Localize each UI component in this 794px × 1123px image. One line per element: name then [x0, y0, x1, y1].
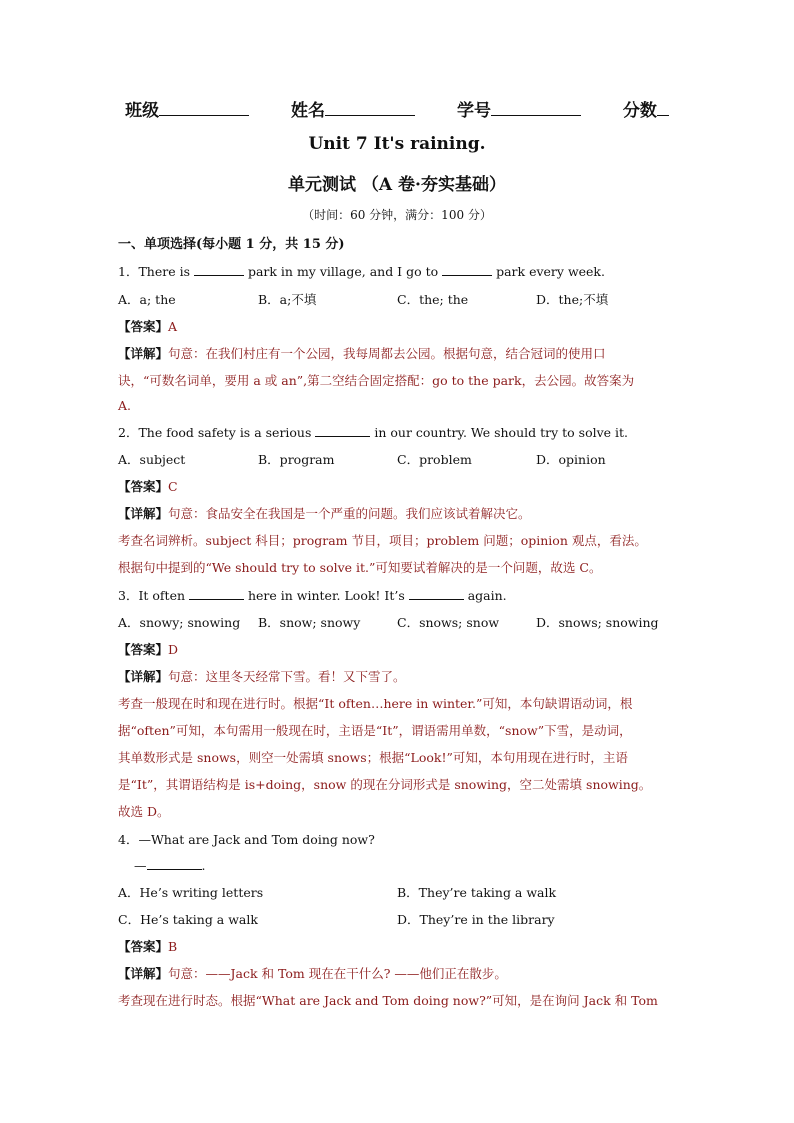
- option-c: C．problem: [397, 452, 472, 467]
- detail-line: 【详解】句意：——Jack 和 Tom 现在在干什么? ——他们正在散步。: [118, 966, 507, 981]
- option-b: B．snow; snowy: [258, 615, 361, 630]
- name-blank[interactable]: [325, 99, 415, 116]
- answer-line: 【答案】C: [118, 479, 178, 494]
- score-blank[interactable]: [657, 99, 669, 116]
- detail-line: A.: [118, 398, 132, 413]
- option-b: B．a;不填: [258, 292, 317, 307]
- detail-line: 故选 D。: [118, 804, 170, 819]
- detail-line: 据“often”可知，本句需用一般现在时，主语是“It”，谓语需用单数，“snow”下雪，是动词，: [118, 723, 632, 738]
- option-a: A．subject: [118, 452, 186, 467]
- option-c: C．the; the: [397, 292, 469, 307]
- unit-title: Unit 7 It's raining.: [308, 134, 486, 154]
- class-field: 班级: [125, 96, 249, 121]
- option-d: D．opinion: [536, 452, 606, 467]
- option-c: C．He’s taking a walk: [118, 912, 258, 927]
- answer-line: 【答案】A: [118, 319, 178, 334]
- option-d: D．the;不填: [536, 292, 609, 307]
- option-c: C．snows; snow: [397, 615, 500, 630]
- number-blank[interactable]: [491, 99, 581, 116]
- question-4-stem: 4．—What are Jack and Tom doing now?: [118, 832, 375, 847]
- detail-line: 诀，“可数名词单，要用 a 或 an”,第二空结合固定搭配：go to the park，去公园。故答案为: [118, 373, 635, 388]
- detail-line: 其单数形式是 snows，则空一处需填 snows；根据“Look!”可知，本句用现在进行时，主语: [118, 750, 628, 765]
- option-d: D．snows; snowing: [536, 615, 659, 630]
- question-3-stem: 3．It often here in winter. Look! It’s again.: [118, 588, 507, 603]
- blank: [442, 263, 492, 276]
- detail-line: 【详解】句意：这里冬天经常下雪。看！又下雪了。: [118, 669, 406, 684]
- blank: [189, 587, 244, 600]
- detail-line: 考查现在进行时态。根据“What are Jack and Tom doing now?”可知，是在询问 Jack 和 Tom: [118, 993, 658, 1008]
- blank: [409, 587, 464, 600]
- question-4-reply: — .: [134, 858, 206, 873]
- detail-line: 考查名词辨析。subject 科目；program 节目，项目；problem 问题；opinion 观点，看法。: [118, 533, 647, 548]
- time-info: （时间：60 分钟，满分：100 分）: [302, 208, 492, 222]
- answer-line: 【答案】D: [118, 642, 179, 657]
- test-title: 单元测试 （A 卷·夯实基础）: [288, 175, 506, 195]
- blank: [315, 424, 370, 437]
- name-field: 姓名: [291, 96, 415, 121]
- answer-line: 【答案】B: [118, 939, 178, 954]
- section-heading: 一、单项选择(每小题 1 分，共 15 分): [118, 237, 345, 252]
- score-field: 分数: [623, 96, 669, 121]
- detail-line: 考查一般现在时和现在进行时。根据“It often…here in winter.”可知，本句缺谓语动词，根: [118, 696, 633, 711]
- detail-line: 根据句中提到的“We should try to solve it.”可知要试着解决的是一个问题，故选 C。: [118, 560, 602, 575]
- option-a: A．He’s writing letters: [118, 885, 264, 900]
- option-a: A．snowy; snowing: [118, 615, 241, 630]
- blank: [194, 263, 244, 276]
- detail-line: 是“It”，其谓语结构是 is+doing，snow 的现在分词形式是 snowing，空二处需填 snowing。: [118, 777, 652, 792]
- class-blank[interactable]: [159, 99, 249, 116]
- detail-line: 【详解】句意：在我们村庄有一个公园，我每周都去公园。根据句意，结合冠词的使用口: [118, 346, 606, 361]
- blank: [147, 857, 202, 870]
- question-2-stem: 2．The food safety is a serious in our country. We should try to solve it.: [118, 425, 629, 440]
- option-b: B．program: [258, 452, 335, 467]
- number-field: 学号: [457, 96, 581, 121]
- option-a: A．a; the: [118, 292, 176, 307]
- detail-line: 【详解】句意：食品安全在我国是一个严重的问题。我们应该试着解决它。: [118, 506, 531, 521]
- option-d: D．They’re in the library: [397, 912, 555, 927]
- question-1-stem: 1．There is park in my village, and I go to park every week.: [118, 264, 605, 279]
- option-b: B．They’re taking a walk: [397, 885, 557, 900]
- student-info-header: [0, 96, 794, 121]
